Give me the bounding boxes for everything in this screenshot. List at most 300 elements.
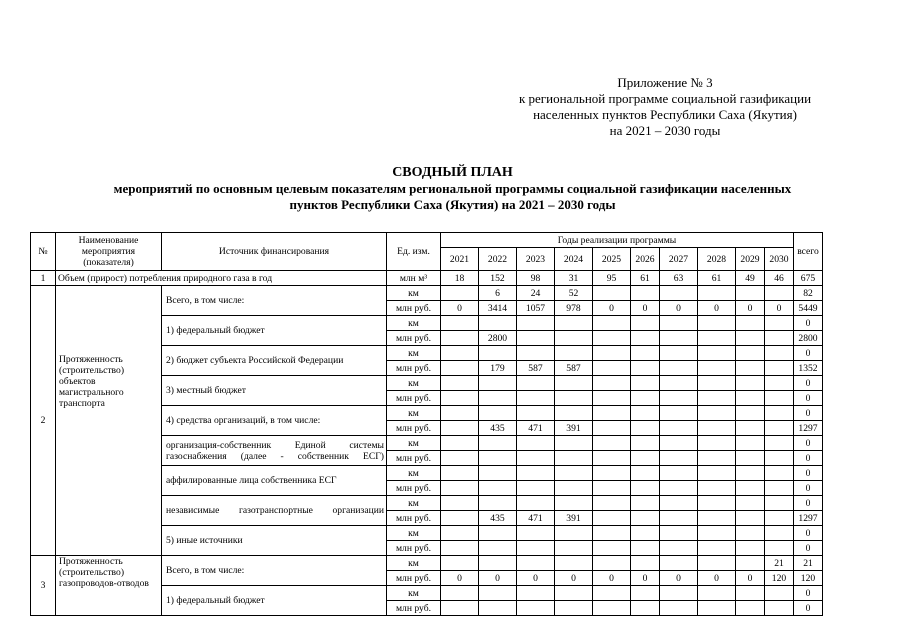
value-cell: 46 [765,271,794,286]
value-cell [555,451,593,466]
header-year: 2023 [517,248,555,271]
total-cell: 1352 [794,361,823,376]
funding-source: 2) бюджет субъекта Российской Федерации [162,346,387,376]
value-cell [631,496,660,511]
value-cell: 435 [479,511,517,526]
value-cell [593,331,631,346]
row-unit: км [387,346,441,361]
value-cell [698,511,736,526]
value-cell [660,511,698,526]
value-cell [765,361,794,376]
value-cell [517,481,555,496]
value-cell [555,376,593,391]
value-cell: 0 [698,571,736,586]
value-cell [631,601,660,616]
value-cell: 0 [631,301,660,316]
header-year: 2025 [593,248,631,271]
value-cell [631,316,660,331]
value-cell [631,541,660,556]
row-unit: млн руб. [387,511,441,526]
value-cell [660,481,698,496]
value-cell: 120 [765,571,794,586]
value-cell: 95 [593,271,631,286]
header-year: 2022 [479,248,517,271]
value-cell: 0 [441,571,479,586]
value-cell [698,496,736,511]
value-cell [441,361,479,376]
value-cell [698,541,736,556]
value-cell [441,451,479,466]
row-unit: км [387,496,441,511]
value-cell [593,466,631,481]
value-cell [631,346,660,361]
value-cell [660,376,698,391]
row-unit: км [387,586,441,601]
row-unit: км [387,316,441,331]
value-cell [631,436,660,451]
value-cell [517,391,555,406]
value-cell: 21 [765,556,794,571]
row-unit: млн руб. [387,601,441,616]
header-source: Источник финансирования [162,233,387,271]
value-cell [441,346,479,361]
value-cell: 18 [441,271,479,286]
value-cell [660,556,698,571]
value-cell [698,556,736,571]
row-unit: млн руб. [387,421,441,436]
total-cell: 0 [794,526,823,541]
value-cell: 471 [517,511,555,526]
value-cell: 471 [517,421,555,436]
value-cell [441,376,479,391]
value-cell [593,601,631,616]
value-cell [765,421,794,436]
value-cell [441,556,479,571]
value-cell [479,466,517,481]
value-cell [517,496,555,511]
value-cell [479,406,517,421]
funding-source: 4) средства организаций, в том числе: [162,406,387,436]
total-cell: 82 [794,286,823,301]
value-cell [555,496,593,511]
value-cell [555,526,593,541]
value-cell [479,346,517,361]
total-cell: 0 [794,586,823,601]
value-cell [736,451,765,466]
value-cell [698,526,736,541]
appendix-line: на 2021 – 2030 годы [609,123,721,138]
row-unit: млн руб. [387,361,441,376]
value-cell: 587 [517,361,555,376]
value-cell: 0 [593,301,631,316]
value-cell [441,601,479,616]
total-cell: 0 [794,496,823,511]
value-cell [441,526,479,541]
value-cell [631,511,660,526]
value-cell [660,466,698,481]
value-cell [593,316,631,331]
value-cell: 98 [517,271,555,286]
row-unit: млн руб. [387,331,441,346]
value-cell [698,361,736,376]
row-num: 3 [31,556,56,616]
value-cell: 179 [479,361,517,376]
funding-source: Всего, в том числе: [162,556,387,586]
value-cell [631,481,660,496]
value-cell: 61 [698,271,736,286]
value-cell [736,541,765,556]
value-cell: 391 [555,421,593,436]
value-cell [441,586,479,601]
value-cell [441,286,479,301]
value-cell [660,436,698,451]
value-cell: 391 [555,511,593,526]
value-cell [765,451,794,466]
row-unit: млн руб. [387,391,441,406]
value-cell [631,586,660,601]
value-cell [765,436,794,451]
value-cell [441,496,479,511]
value-cell [660,286,698,301]
header-total: всего [794,233,823,271]
row-unit: км [387,376,441,391]
value-cell [479,541,517,556]
value-cell [555,466,593,481]
value-cell [593,481,631,496]
value-cell [660,451,698,466]
row-indicator: Протяженность (строительство) объектов магистрального транспорта [56,286,162,556]
total-cell: 1297 [794,421,823,436]
value-cell: 0 [736,301,765,316]
funding-source: 1) федеральный бюджет [162,586,387,616]
value-cell [441,511,479,526]
value-cell [555,556,593,571]
value-cell [660,361,698,376]
value-cell [765,346,794,361]
value-cell [441,316,479,331]
value-cell [593,391,631,406]
value-cell [660,601,698,616]
total-cell: 0 [794,451,823,466]
value-cell [698,391,736,406]
value-cell [479,376,517,391]
value-cell [555,436,593,451]
title-main: СВОДНЫЙ ПЛАН [392,165,513,180]
header-year: 2026 [631,248,660,271]
header-year: 2030 [765,248,794,271]
value-cell [736,556,765,571]
value-cell [517,436,555,451]
total-cell: 0 [794,541,823,556]
value-cell [517,451,555,466]
value-cell [593,361,631,376]
value-cell [765,496,794,511]
total-cell: 5449 [794,301,823,316]
value-cell [660,541,698,556]
value-cell [479,436,517,451]
value-cell [736,316,765,331]
value-cell [698,436,736,451]
value-cell [631,331,660,346]
total-cell: 0 [794,601,823,616]
value-cell [765,466,794,481]
value-cell [593,526,631,541]
value-cell [593,421,631,436]
value-cell [736,361,765,376]
value-cell: 3414 [479,301,517,316]
row-num: 2 [31,286,56,556]
value-cell [593,496,631,511]
value-cell: 0 [479,571,517,586]
value-cell [698,316,736,331]
value-cell [736,496,765,511]
value-cell [698,346,736,361]
value-cell [593,376,631,391]
value-cell [441,436,479,451]
value-cell: 1057 [517,301,555,316]
value-cell [736,331,765,346]
value-cell [631,556,660,571]
value-cell [698,421,736,436]
row-num: 1 [31,271,56,286]
value-cell [555,481,593,496]
value-cell [593,451,631,466]
funding-source: 5) иные источники [162,526,387,556]
value-cell: 0 [517,571,555,586]
value-cell [555,331,593,346]
value-cell: 6 [479,286,517,301]
funding-source: 3) местный бюджет [162,376,387,406]
value-cell [593,556,631,571]
value-cell [441,331,479,346]
value-cell: 31 [555,271,593,286]
value-cell [479,316,517,331]
value-cell: 0 [660,571,698,586]
total-cell: 0 [794,481,823,496]
value-cell [631,421,660,436]
value-cell [517,316,555,331]
value-cell [698,481,736,496]
value-cell [593,541,631,556]
row-unit: млн руб. [387,481,441,496]
value-cell [765,406,794,421]
value-cell [479,451,517,466]
value-cell: 0 [698,301,736,316]
value-cell [441,541,479,556]
header-year: 2028 [698,248,736,271]
value-cell: 0 [765,301,794,316]
value-cell [555,406,593,421]
value-cell [660,406,698,421]
value-cell [593,436,631,451]
value-cell [517,541,555,556]
value-cell [631,466,660,481]
header-name: Наименование мероприятия (показателя) [56,233,162,271]
value-cell [479,391,517,406]
value-cell [736,376,765,391]
value-cell [555,316,593,331]
value-cell [660,316,698,331]
value-cell [441,466,479,481]
value-cell: 0 [555,571,593,586]
value-cell [631,406,660,421]
header-year: 2021 [441,248,479,271]
value-cell [736,586,765,601]
row-unit: км [387,466,441,481]
value-cell [698,331,736,346]
value-cell: 435 [479,421,517,436]
value-cell [517,466,555,481]
value-cell: 52 [555,286,593,301]
value-cell [555,601,593,616]
value-cell [698,601,736,616]
value-cell [736,406,765,421]
row-unit: млн руб. [387,571,441,586]
value-cell [736,436,765,451]
value-cell [736,601,765,616]
value-cell [765,526,794,541]
value-cell: 152 [479,271,517,286]
value-cell [698,466,736,481]
value-cell [517,376,555,391]
value-cell [517,601,555,616]
value-cell [631,376,660,391]
total-cell: 0 [794,406,823,421]
value-cell [765,376,794,391]
value-cell [593,586,631,601]
total-cell: 675 [794,271,823,286]
funding-source: независимые газотранспортные организации [162,496,387,526]
value-cell [441,481,479,496]
value-cell: 0 [736,571,765,586]
value-cell: 978 [555,301,593,316]
value-cell [765,601,794,616]
funding-source: 1) федеральный бюджет [162,316,387,346]
value-cell [736,421,765,436]
total-cell: 0 [794,346,823,361]
table-row [31,271,823,286]
value-cell [441,406,479,421]
value-cell: 61 [631,271,660,286]
value-cell [555,346,593,361]
value-cell: 63 [660,271,698,286]
value-cell [660,346,698,361]
value-cell: 587 [555,361,593,376]
value-cell [765,511,794,526]
header-unit: Ед. изм. [387,233,441,271]
total-cell: 2800 [794,331,823,346]
value-cell [765,316,794,331]
value-cell [631,286,660,301]
row-unit: км [387,556,441,571]
row-unit: млн м³ [387,271,441,286]
value-cell [517,526,555,541]
funding-source: аффилированные лица собственника ЕСГ [162,466,387,496]
value-cell [765,481,794,496]
value-cell [555,391,593,406]
header-year: 2029 [736,248,765,271]
total-cell: 0 [794,466,823,481]
value-cell: 0 [441,301,479,316]
title-subtitle-line: пунктов Республики Саха (Якутия) на 2021 – 2030 годы [289,197,616,212]
value-cell [593,406,631,421]
value-cell [698,451,736,466]
row-unit: млн руб. [387,541,441,556]
row-unit: млн руб. [387,451,441,466]
value-cell [517,556,555,571]
value-cell [660,586,698,601]
value-cell [765,586,794,601]
value-cell [736,481,765,496]
title-subtitle-line: мероприятий по основным целевым показателям региональной программы социальной газификации населенных [113,181,792,196]
value-cell [479,556,517,571]
value-cell [660,331,698,346]
value-cell [660,391,698,406]
value-cell [517,586,555,601]
value-cell [555,541,593,556]
header-years-label: Годы реализации программы [441,233,794,248]
value-cell [479,586,517,601]
value-cell [479,526,517,541]
row-indicator: Протяженность (строительство) газопроводов-отводов [56,556,162,616]
appendix-line: к региональной программе социальной газификации [518,91,812,106]
value-cell [765,286,794,301]
value-cell: 0 [631,571,660,586]
total-cell: 120 [794,571,823,586]
value-cell [631,391,660,406]
value-cell [660,496,698,511]
value-cell [698,586,736,601]
value-cell [479,496,517,511]
value-cell: 0 [593,571,631,586]
total-cell: 0 [794,391,823,406]
total-cell: 0 [794,436,823,451]
appendix-header [430,75,900,139]
document-title [0,164,905,213]
row-unit: млн руб. [387,301,441,316]
total-cell: 1297 [794,511,823,526]
row-indicator: Объем (прирост) потребления природного газа в год [56,271,387,286]
row-unit: км [387,526,441,541]
appendix-line: населенных пунктов Республики Саха (Якутия) [533,107,797,122]
header-num: № [31,233,56,271]
value-cell [517,331,555,346]
value-cell [698,406,736,421]
value-cell [631,451,660,466]
value-cell [555,586,593,601]
value-cell [441,421,479,436]
value-cell [736,391,765,406]
table-row [31,556,823,571]
value-cell [736,286,765,301]
value-cell [479,481,517,496]
summary-plan-table [30,232,823,616]
value-cell [736,346,765,361]
row-unit: км [387,286,441,301]
value-cell [593,286,631,301]
value-cell [736,526,765,541]
value-cell [441,391,479,406]
funding-source: организация-собственник Единой системы газоснабжения (далее - собственник ЕСГ) [162,436,387,466]
value-cell [765,391,794,406]
value-cell [765,331,794,346]
value-cell [736,466,765,481]
header-year: 2024 [555,248,593,271]
value-cell [736,511,765,526]
value-cell [479,601,517,616]
value-cell [593,511,631,526]
value-cell [517,406,555,421]
